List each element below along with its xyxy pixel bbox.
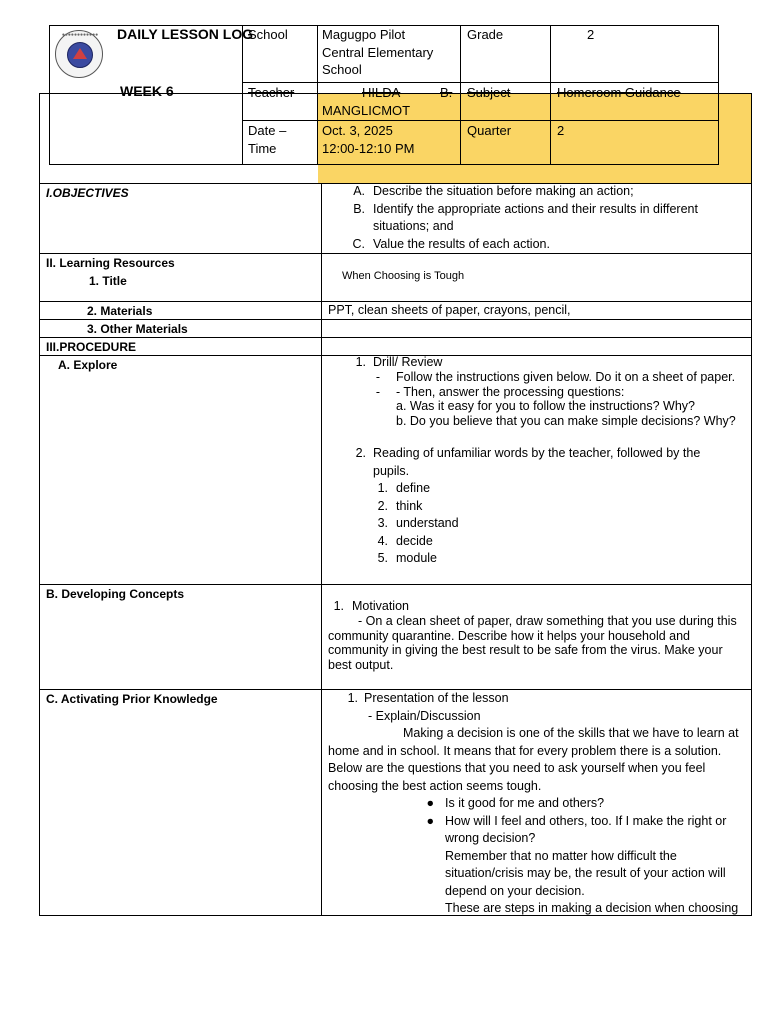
word-item: 1. define (377, 481, 431, 495)
drill-title: 1. Drill/ Review (355, 355, 443, 369)
date-label: Date – Time (248, 123, 287, 156)
objective-b-cont: situations; and (373, 219, 454, 233)
drill-question: a. Was it easy for you to follow the instructions? Why? (396, 399, 695, 414)
date-value: Oct. 3, 2025 12:00-12:10 PM (322, 123, 415, 156)
developing-label: B. Developing Concepts (46, 587, 185, 601)
tail-line: depend on your decision. (445, 883, 585, 898)
presentation-section (328, 690, 748, 918)
procedure-label: III.PROCEDURE (46, 340, 137, 354)
tail-line: wrong decision? (445, 831, 536, 845)
paragraph-line: home and in school. It means that for every problem there is a solution. (328, 743, 722, 758)
objective-b: B. Identify the appropriate actions and their results in different (353, 201, 698, 216)
paragraph-line: Making a decision is one of the skills that we have to learn at (403, 726, 739, 740)
motivation-line: best output. (328, 658, 394, 673)
other-materials-label: 3. Other Materials (87, 322, 188, 336)
tail-line: situation/crisis may be, the result of your action will (445, 866, 726, 880)
word-item: 3. understand (377, 516, 459, 530)
materials-value: PPT, clean sheets of paper, crayons, pencil, (328, 303, 571, 317)
seal-emblem (73, 48, 87, 59)
explore-label: A. Explore (58, 358, 118, 372)
objectives-label: I.OBJECTIVES (46, 186, 129, 200)
objective-a: A. Describe the situation before making an action; (353, 184, 634, 198)
tail-line: These are steps in making a decision when choosing (445, 901, 739, 915)
motivation-line: - On a clean sheet of paper, draw something that you use during this (358, 613, 737, 628)
deped-seal-icon (55, 30, 103, 78)
word-item: 4. decide (377, 533, 433, 548)
teacher-label: Teacher (248, 85, 295, 100)
question-bullet: ● How will I feel and others, too. If I make the right or (328, 813, 748, 831)
reading-intro-cont: pupils. (373, 463, 410, 478)
log-title: DAILY LESSON LOG (117, 26, 254, 42)
explain-line: - Explain/Discussion (368, 708, 481, 723)
resources-label: II. Learning Resources (46, 256, 175, 270)
grade-value: 2 (587, 27, 595, 42)
drill-question: b. Do you believe that you can make simple decisions? Why? (396, 414, 736, 429)
presentation-title: 1. Presentation of the lesson (347, 691, 509, 705)
motivation-line: community quarantine. Describe how it helps your household and (328, 628, 691, 643)
quarter-value: 2 (557, 123, 565, 138)
bullet-icon: ● (426, 796, 434, 810)
question-bullet: ● Is it good for me and others? (328, 795, 748, 813)
school-label: School (248, 27, 288, 42)
bullet-icon: ● (426, 813, 434, 828)
title-label: 1. Title (89, 274, 127, 288)
school-value: Magugpo Pilot Central Elementary School (322, 27, 434, 77)
seal-ring: ●●●●●●●●●●●● (61, 32, 99, 38)
teacher-last: MANGLICMOT (322, 103, 411, 118)
activating-label: C. Activating Prior Knowledge (46, 692, 218, 706)
motivation-section (328, 599, 748, 673)
grade-label: Grade (467, 27, 504, 42)
reading-intro: 2. Reading of unfamiliar words by the teacher, followed by the (355, 446, 701, 460)
subject-label: Subject (467, 85, 511, 100)
motivation-line: community in giving the best result to be safe from the virus. Make your (328, 643, 723, 658)
week-label: WEEK 6 (120, 83, 174, 99)
materials-label: 2. Materials (87, 304, 153, 318)
teacher-initial: B. (440, 85, 453, 100)
drill-bullet: - Follow the instructions given below. Do it on a sheet of paper. (375, 369, 736, 384)
word-item: 2. think (377, 498, 423, 513)
paragraph-line: choosing the best action seems tough. (328, 778, 542, 793)
paragraph-line: Below are the questions that you need to ask yourself when you feel (328, 761, 706, 775)
tail-line: Remember that no matter how difficult the (445, 848, 677, 863)
subject-value: Homeroom Guidance (557, 85, 681, 100)
reading-section (350, 445, 750, 568)
motivation-title: 1. Motivation (333, 599, 409, 613)
objective-c: C. Value the results of each action. (352, 236, 550, 251)
objectives-list (349, 183, 749, 253)
drill-section (350, 355, 750, 429)
drill-bullet: - - Then, answer the processing questions: (375, 384, 625, 399)
quarter-label: Quarter (467, 123, 512, 138)
word-item: 5. module (377, 551, 437, 565)
lesson-title: When Choosing is Tough (342, 270, 465, 282)
teacher-first: HILDA (362, 85, 401, 100)
